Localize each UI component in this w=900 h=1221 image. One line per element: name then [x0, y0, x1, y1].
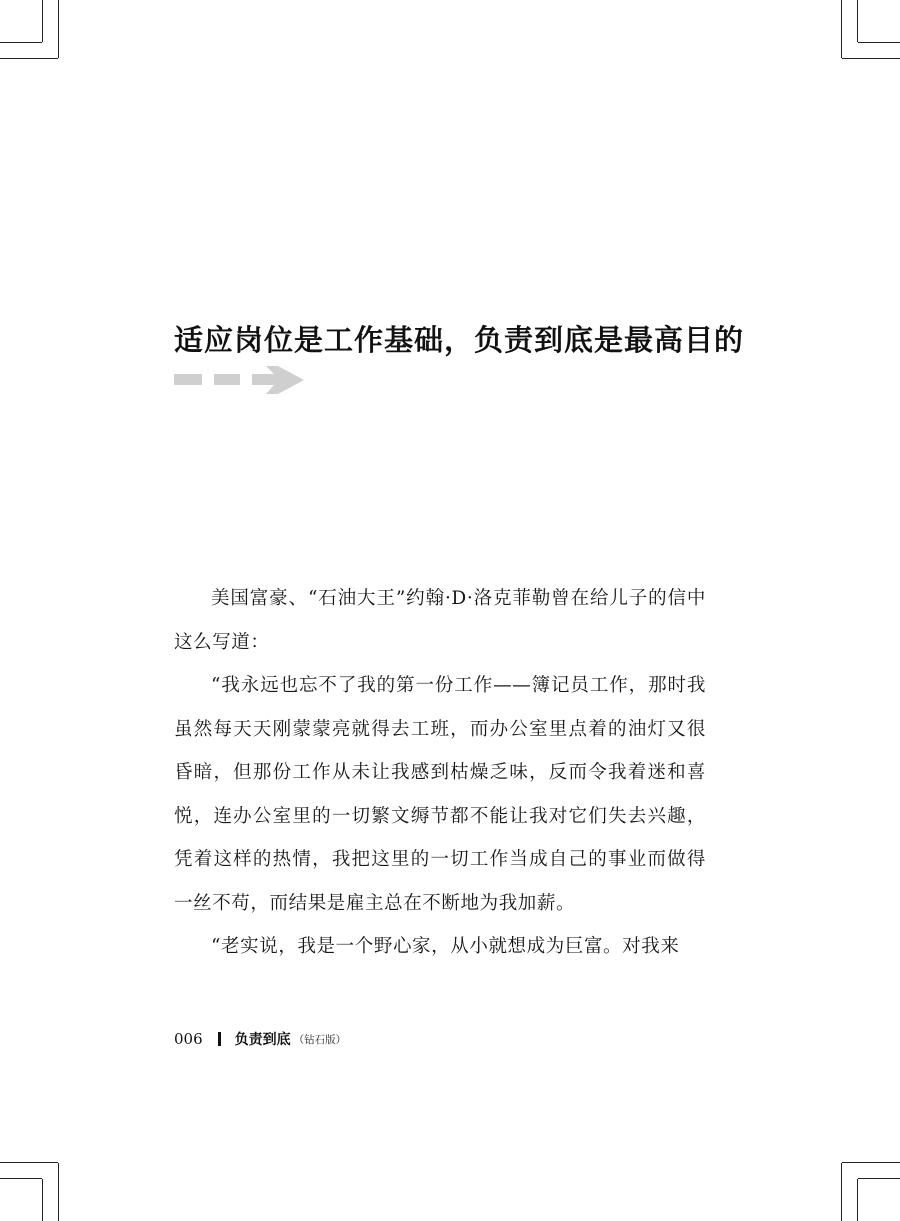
page-number: 006 — [174, 1030, 203, 1048]
book-subtitle: （钻石版） — [293, 1033, 347, 1046]
paragraph-quote-1: “我永远也忘不了我的第一份工作——簿记员工作，那时我虽然每天天刚蒙蒙亮就得去工班，而办公室里点着的油灯又很昏暗，但那份工作从未让我感到枯燥乏味，反而令我着迷和喜悦，连办公室里的一切繁文缛节都不能让我对它们失去兴趣，凭着这样的热情，我把这里的一切工作当成自己的事业而做得一丝不苟，而结果是雇主总在不断地为我加薪。 — [174, 675, 706, 914]
crop-mark-top-right-horizontal — [842, 58, 900, 59]
crop-mark-top-left-vertical-inner — [42, 0, 43, 42]
crop-mark-top-right-vertical-inner — [857, 0, 858, 42]
chapter-title: 适应岗位是工作基础，负责到底是最高目的 — [174, 323, 745, 357]
footer-divider — [218, 1032, 221, 1046]
crop-mark-top-right-vertical — [841, 0, 842, 58]
paragraph-intro: 美国富豪、“石油大王”约翰·D·洛克菲勒曾在给儿子的信中这么写道： — [174, 588, 706, 653]
page-footer — [174, 1027, 346, 1051]
crop-mark-bottom-right-horizontal-inner — [858, 1178, 900, 1179]
paragraph-quote-2: “老实说，我是一个野心家，从小就想成为巨富。对我来 — [211, 936, 680, 957]
crop-mark-bottom-left-horizontal — [0, 1162, 58, 1163]
crop-mark-top-right-horizontal-inner — [858, 42, 900, 43]
crop-mark-bottom-right-horizontal — [842, 1162, 900, 1163]
book-title: 负责到底 — [234, 1032, 291, 1048]
body-text — [174, 577, 706, 969]
crop-mark-top-left-horizontal-inner — [0, 42, 42, 43]
crop-mark-bottom-right-vertical-inner — [857, 1179, 858, 1221]
crop-mark-bottom-right-vertical — [841, 1163, 842, 1221]
crop-mark-bottom-left-vertical-inner — [42, 1179, 43, 1221]
crop-mark-top-left-vertical — [58, 0, 59, 58]
dashed-arrow-icon — [174, 366, 304, 394]
crop-mark-top-left-horizontal — [0, 58, 58, 59]
crop-mark-bottom-left-vertical — [58, 1163, 59, 1221]
crop-mark-bottom-left-horizontal-inner — [0, 1178, 42, 1179]
